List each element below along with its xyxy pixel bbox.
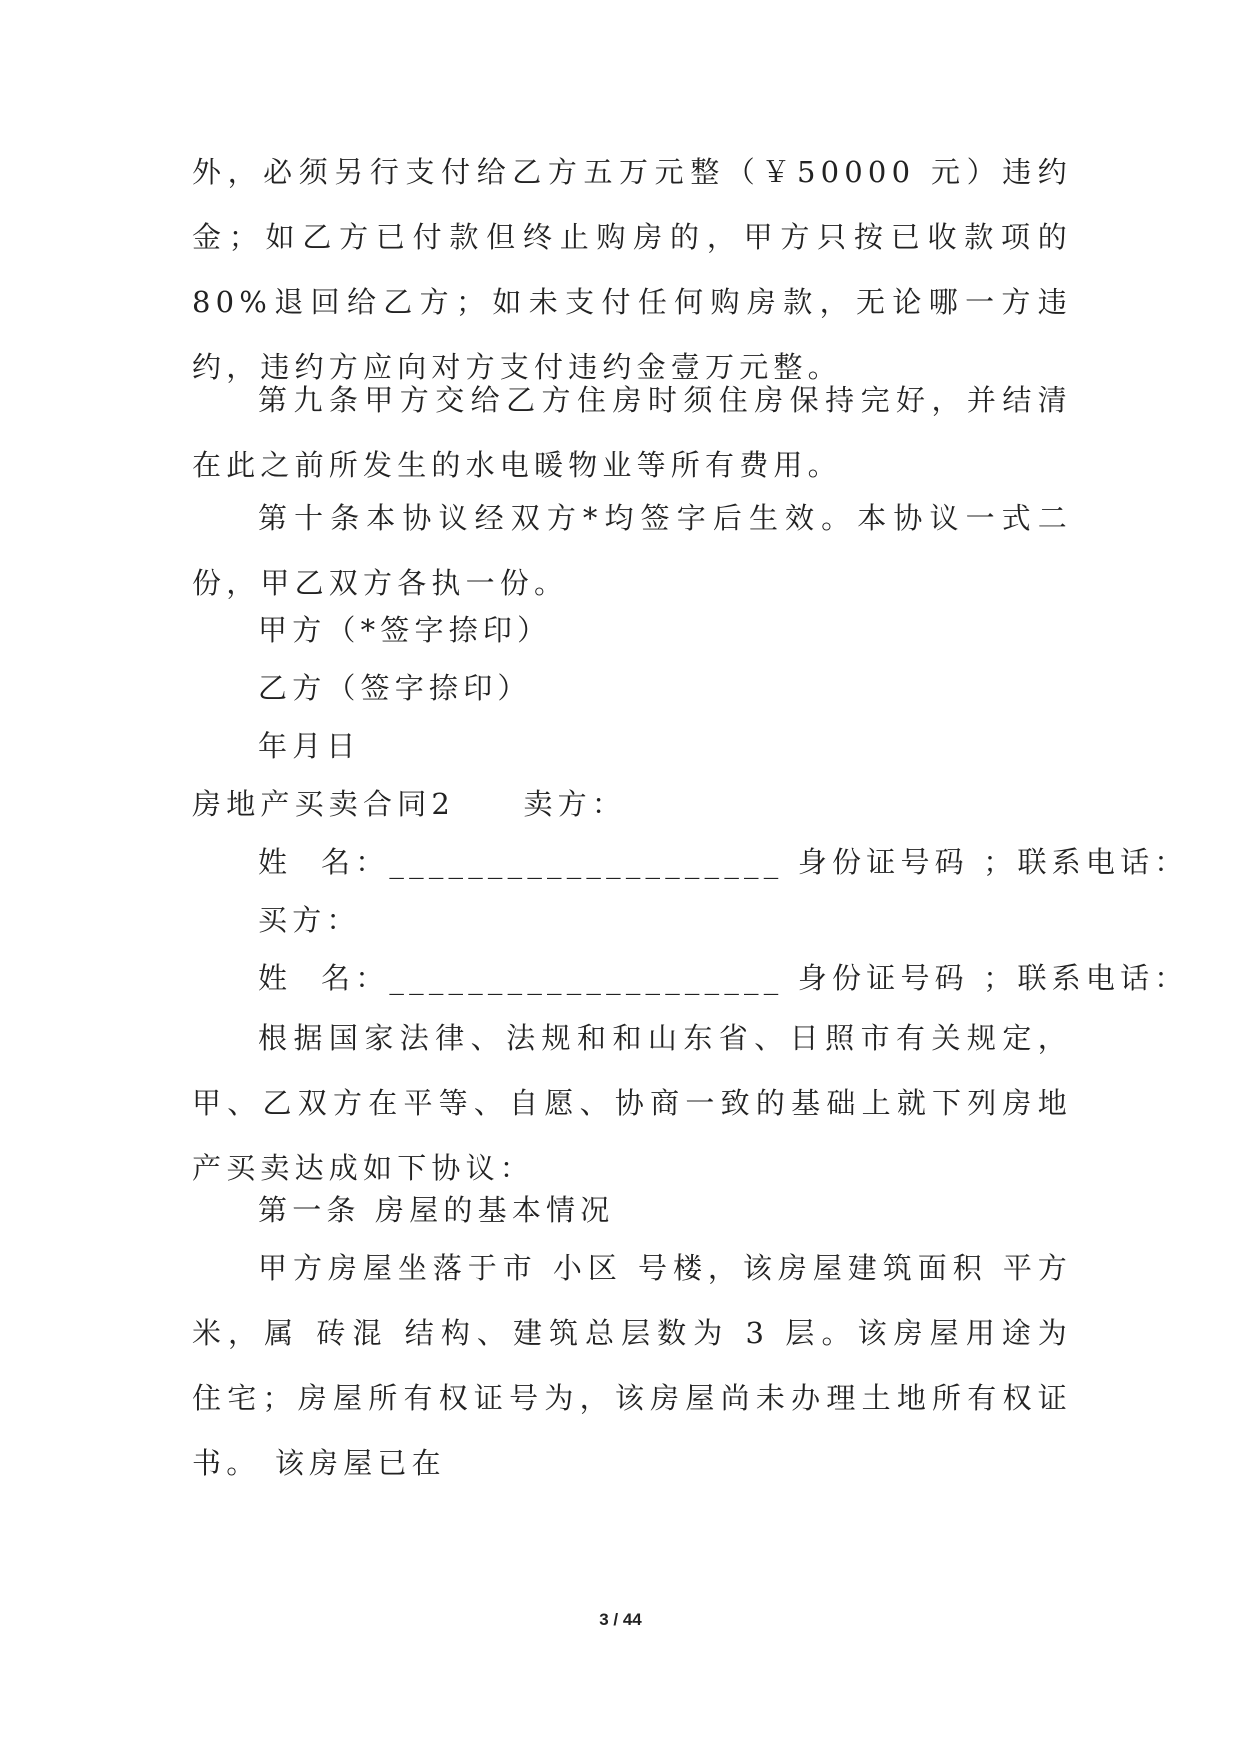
buyer-label: 买方： xyxy=(258,903,361,937)
paragraph-house-basic-info: 甲方房屋坐落于市 小区 号楼，该房屋建筑面积 平方米，属 砖混 结构、建筑总层数为 3 层。该房屋用途为 住宅；房屋所有权证号为，该房屋尚未办理土地所有权证书。 该房屋已在 xyxy=(192,1251,1072,1480)
date-line: 年月日 xyxy=(258,729,361,763)
party-b-signature-line: 乙方（签字捺印） xyxy=(258,671,532,705)
party-a-signature-line: 甲方（*签字捺印） xyxy=(258,613,552,647)
paragraph-article-9: 第九条甲方交给乙方住房时须住房保持完好，并结清在此之前所发生的水电暖物业等所有费用。 xyxy=(192,383,1072,482)
article-1-heading: 第一条 房屋的基本情况 xyxy=(258,1193,615,1227)
paragraph-legal-basis: 根据国家法律、法规和和山东省、日照市有关规定，甲、乙双方在平等、自愿、协商一致的基础上就下列房地产买卖达成如下协议： xyxy=(192,1021,1072,1185)
paragraph-penalty-clause-continuation: 外，必须另行支付给乙方五万元整（￥50000 元）违约金；如乙方已付款但终止购房的，甲方只按已收款项的 80%退回给乙方；如未支付任何购房款，无论哪一方违约，违约方应向对方支付违约金壹万元整。 xyxy=(192,155,1072,384)
buyer-name-id-phone-line: 姓 名：____________________ 身份证号码 ；联系电话： xyxy=(258,961,1189,995)
paragraph-article-10: 第十条本协议经双方*均签字后生效。本协议一式二份，甲乙双方各执一份。 xyxy=(192,501,1072,600)
contract-2-title-and-seller: 房地产买卖合同2 卖方： xyxy=(192,787,627,821)
page-number: 3 / 44 xyxy=(599,1610,642,1629)
seller-name-id-phone-line: 姓 名：____________________ 身份证号码 ；联系电话： xyxy=(258,845,1189,879)
